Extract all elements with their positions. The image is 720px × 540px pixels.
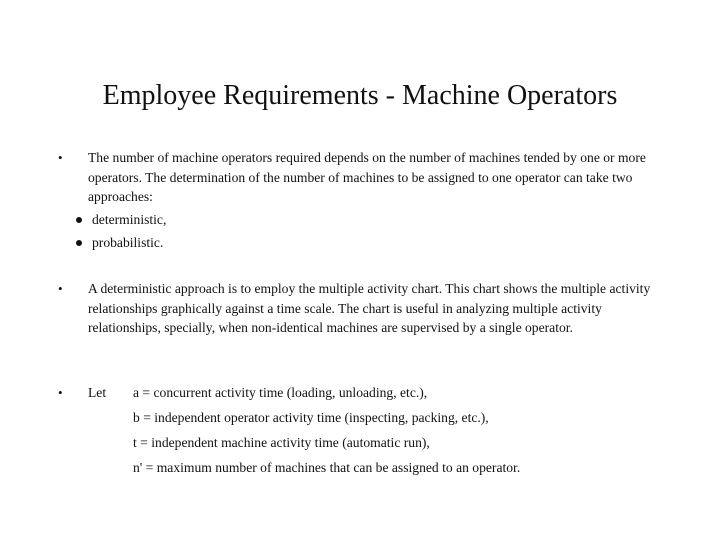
definition-item: t = independent machine activity time (automatic run), bbox=[133, 435, 430, 450]
sublist-item bbox=[76, 231, 376, 254]
definition-item: n' = maximum number of machines that can be assigned to an operator. bbox=[133, 460, 521, 475]
bullet-mark: • bbox=[58, 281, 63, 296]
sublist-item-text: probabilistic. bbox=[92, 235, 164, 250]
bullet-mark: • bbox=[58, 150, 63, 165]
definition-list bbox=[133, 380, 653, 480]
bullet-text: The number of machine operators required depends on the number of machines tended by one or more operators. The determination of the number of machines to be assigned to one operator can take two approaches: bbox=[88, 150, 646, 204]
sublist-item-text: deterministic, bbox=[92, 212, 167, 227]
definition-item: a = concurrent activity time (loading, unloading, etc.), bbox=[133, 385, 428, 400]
approach-sublist bbox=[76, 208, 376, 254]
bullet-mark: • bbox=[58, 385, 63, 400]
bullet-dot-icon bbox=[76, 217, 82, 223]
sublist-item bbox=[76, 208, 376, 231]
slide-title: Employee Requirements - Machine Operators bbox=[102, 80, 618, 111]
bullet-item-3 bbox=[58, 380, 668, 480]
let-label: Let bbox=[88, 385, 107, 400]
bullet-dot-icon bbox=[76, 240, 82, 246]
bullet-text: A deterministic approach is to employ the multiple activity chart. This chart shows the multiple activity relationships graphically against a time scale. The chart is useful in analyzing multiple activity relationships, specially, when non-identical machines are supervised by a single operator. bbox=[88, 281, 651, 335]
definition-item: b = independent operator activity time (inspecting, packing, etc.), bbox=[133, 410, 489, 425]
bullet-item-2 bbox=[58, 279, 668, 359]
